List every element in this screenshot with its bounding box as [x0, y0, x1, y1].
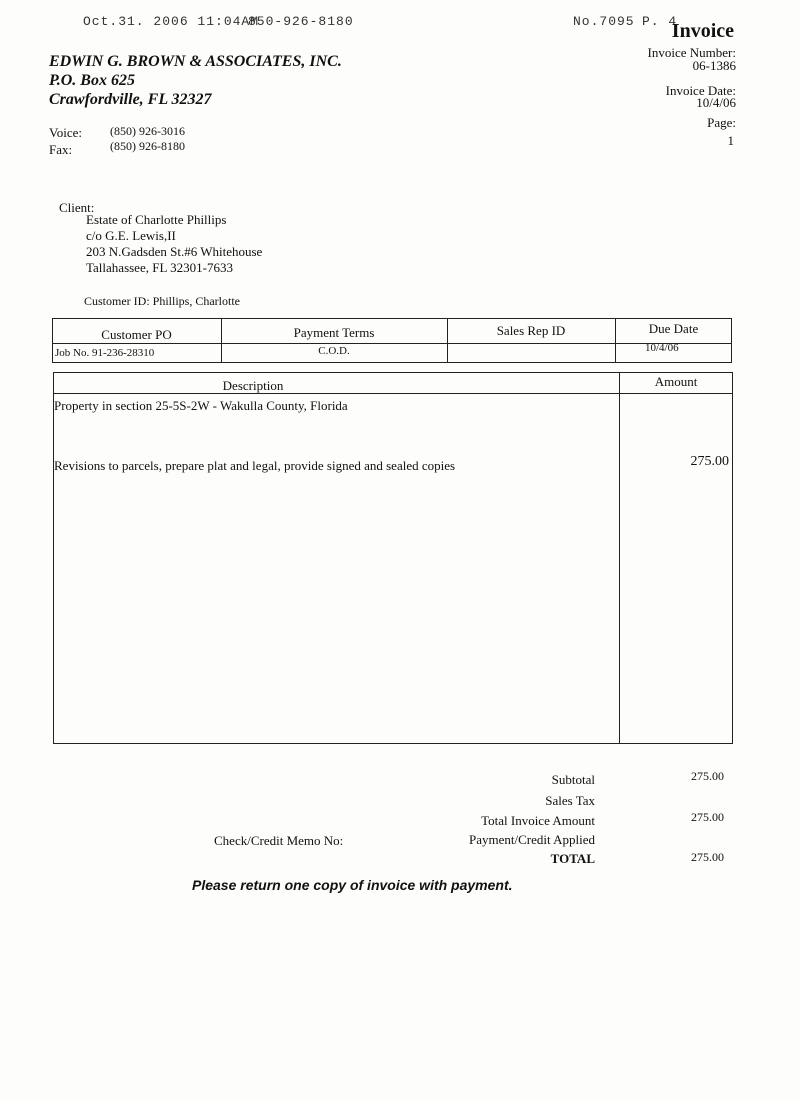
header-payment-terms: Payment Terms — [293, 325, 375, 340]
client-address — [86, 212, 262, 276]
company-address-2: Crawfordville, FL 32327 — [49, 91, 212, 108]
fax-label: Fax: — [49, 142, 73, 157]
header-amount: Amount — [654, 374, 698, 389]
client-line: 203 N.Gadsden St.#6 Whitehouse — [86, 244, 263, 259]
subtotal-value: 275.00 — [691, 769, 724, 783]
invoice-date-label: Invoice Date: — [665, 83, 736, 98]
fax-datetime: Oct.31. 2006 11:04AM — [83, 14, 260, 29]
value-customer-po: Job No. 91-236-28310 — [55, 347, 155, 359]
fax-page: P. 4 — [642, 14, 678, 29]
sales-tax-label: Sales Tax — [545, 793, 595, 808]
item-line: Revisions to parcels, prepare plat and legal, provide signed and sealed copies — [54, 458, 456, 473]
total-value: 275.00 — [691, 850, 724, 864]
total-label: TOTAL — [550, 851, 595, 866]
voice-label: Voice: — [49, 125, 82, 140]
client-line: Estate of Charlotte Phillips — [86, 212, 227, 227]
company-address-1: P.O. Box 625 — [49, 72, 135, 89]
invoice-number: 06-1386 — [692, 58, 736, 73]
customer-id: Customer ID: Phillips, Charlotte — [84, 294, 240, 308]
company-name: EDWIN G. BROWN & ASSOCIATES, INC. — [49, 53, 342, 70]
header-customer-po: Customer PO — [101, 327, 172, 342]
invoice-number-label: Invoice Number: — [647, 45, 736, 60]
voice-number: (850) 926-3016 — [110, 124, 185, 138]
subtotal-label: Subtotal — [551, 772, 595, 787]
check-memo-label: Check/Credit Memo No: — [214, 833, 344, 848]
client-line: Tallahassee, FL 32301-7633 — [86, 260, 233, 275]
total-invoice-value: 275.00 — [691, 810, 724, 824]
page-number: 1 — [727, 133, 734, 148]
footer-note: Please return one copy of invoice with payment. — [192, 877, 513, 893]
item-amount: 275.00 — [690, 454, 729, 469]
payment-credit-label: Payment/Credit Applied — [468, 832, 595, 847]
total-invoice-label: Total Invoice Amount — [481, 813, 595, 828]
page-label: Page: — [707, 115, 736, 130]
invoice-date: 10/4/06 — [696, 95, 736, 110]
fax-phone: 850-926-8180 — [248, 14, 354, 29]
invoice-title: Invoice — [671, 20, 734, 42]
header-due-date: Due Date — [648, 321, 699, 336]
client-line: c/o G.E. Lewis,II — [86, 228, 176, 243]
item-line: Property in section 25-5S-2W - Wakulla County, Florida — [54, 398, 348, 413]
fax-number: No.7095 — [573, 14, 635, 29]
header-description: Description — [222, 378, 284, 393]
value-due-date: 10/4/06 — [645, 342, 679, 354]
items-table — [53, 372, 733, 744]
fax-number-company: (850) 926-8180 — [110, 139, 185, 153]
value-payment-terms: C.O.D. — [318, 345, 350, 357]
header-sales-rep-id: Sales Rep ID — [496, 323, 566, 338]
client-label: Client: — [59, 200, 95, 215]
